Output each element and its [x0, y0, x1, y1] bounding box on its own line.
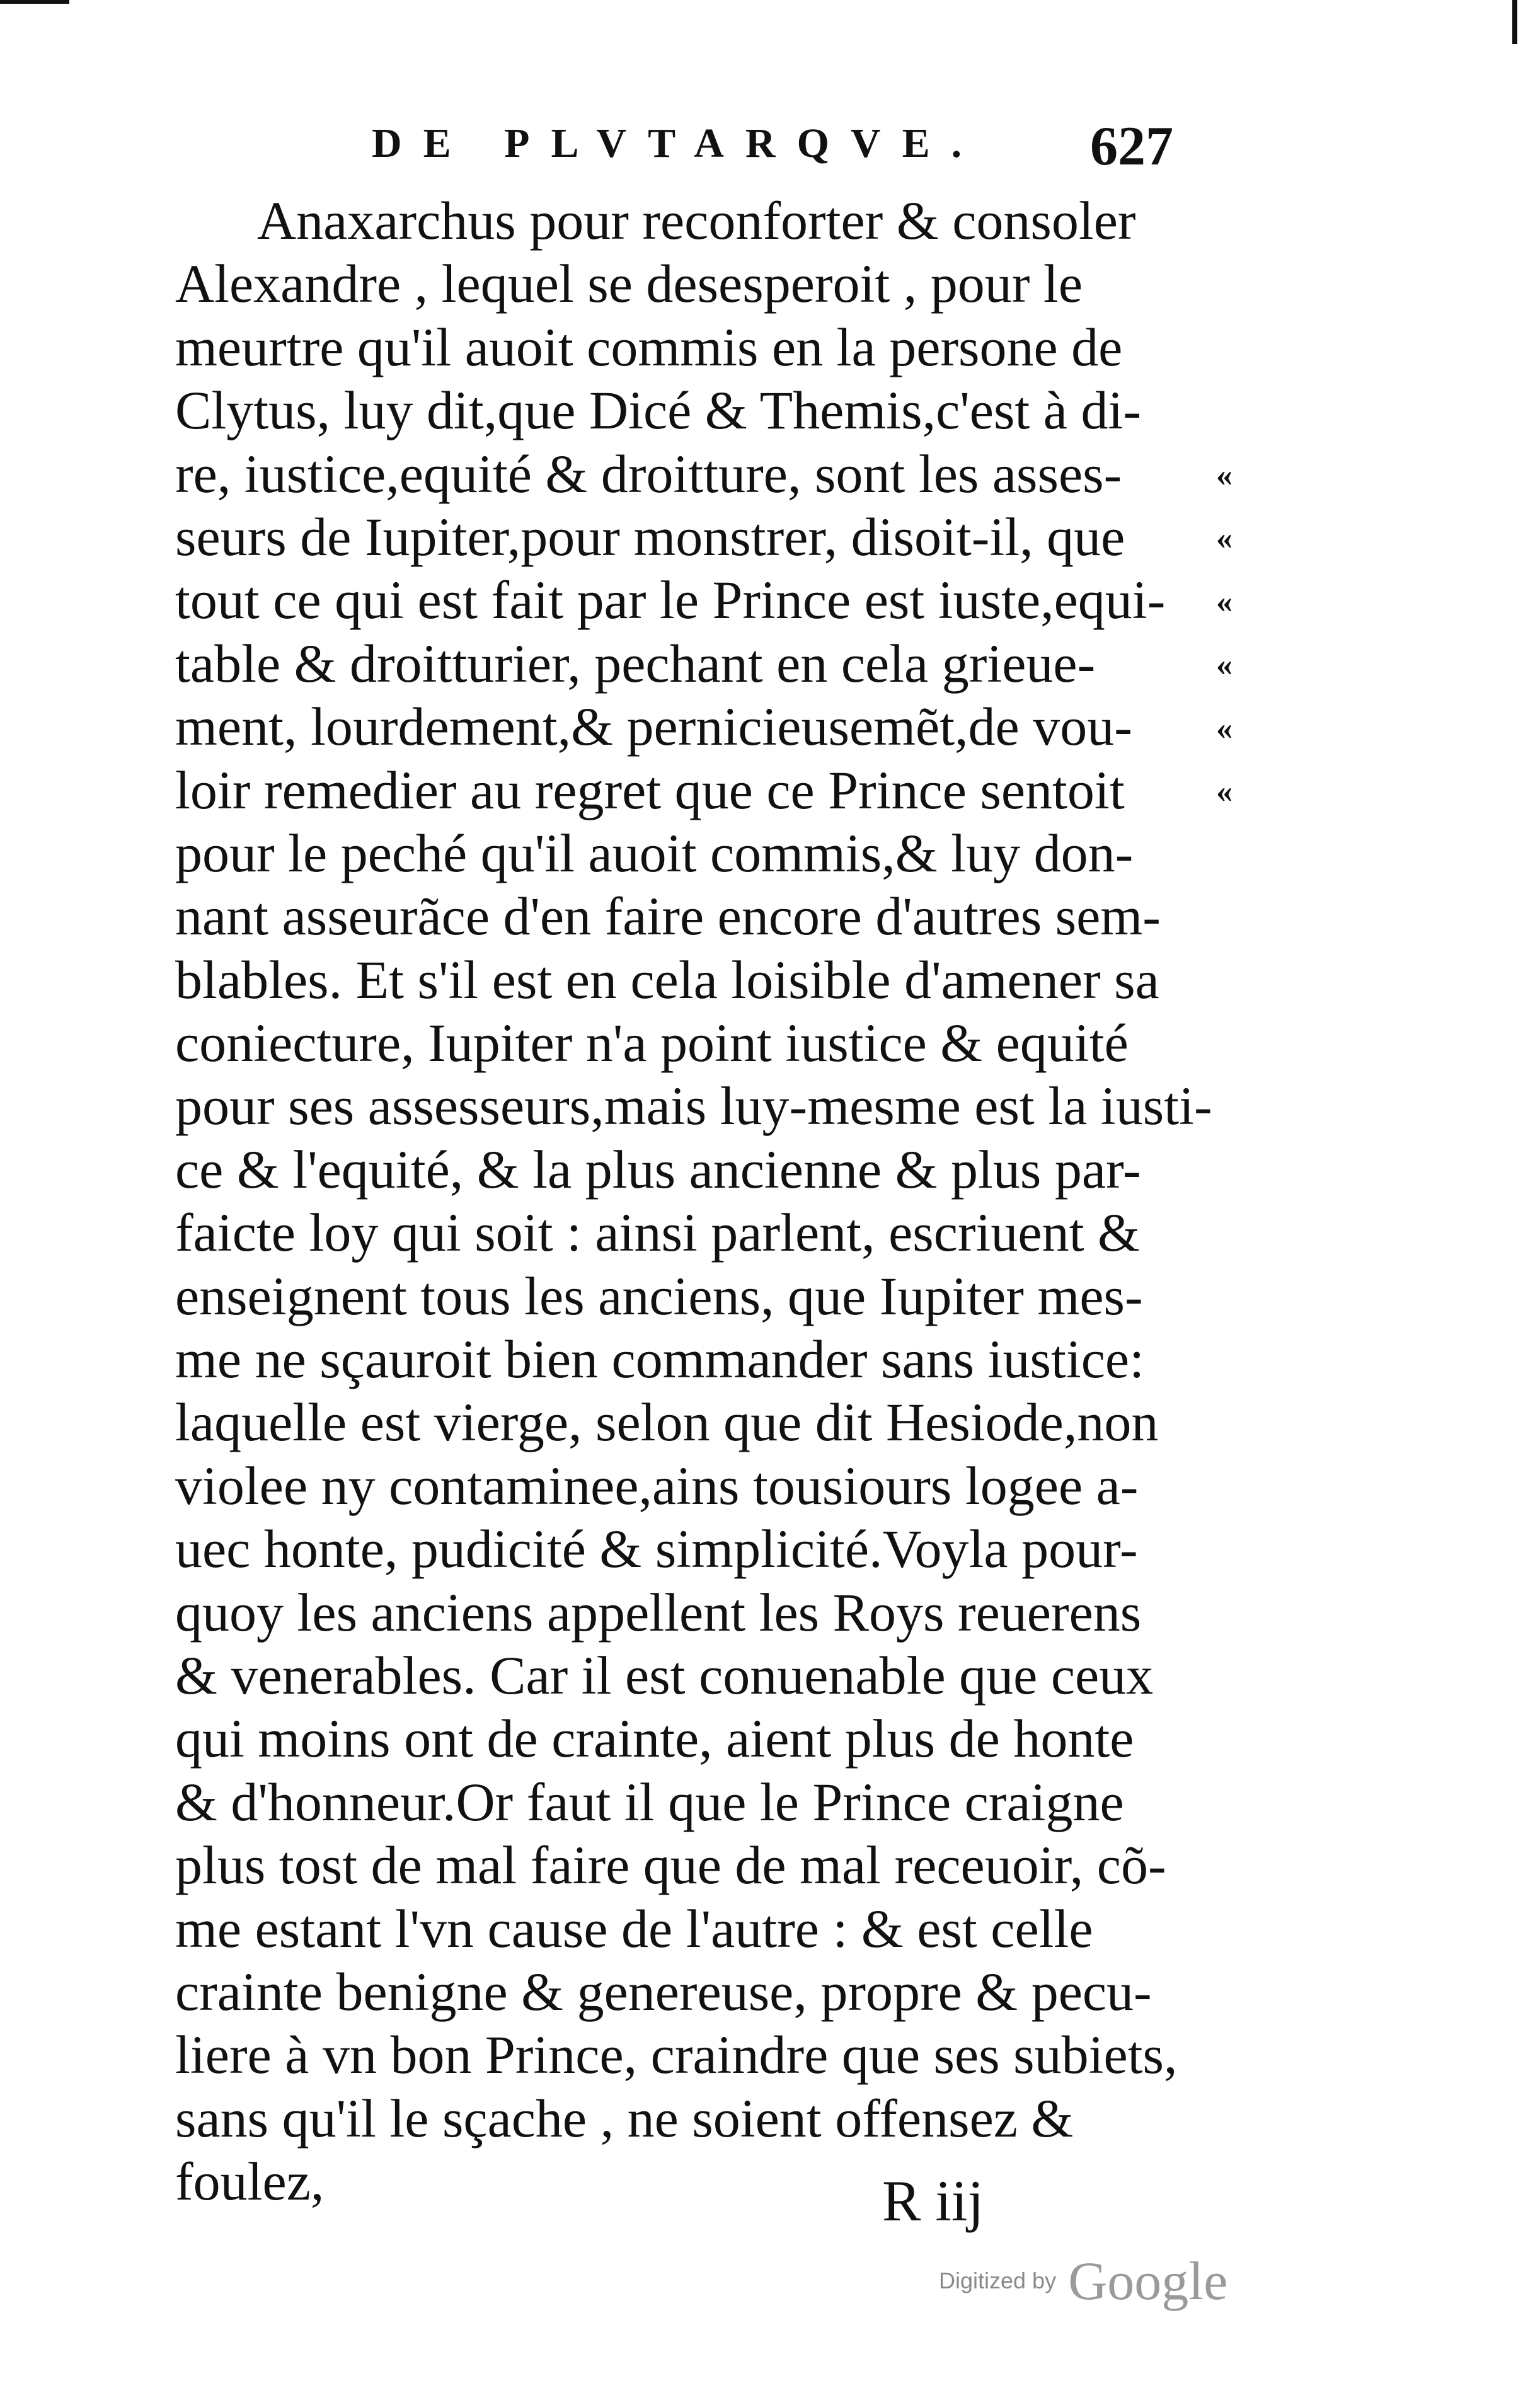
margin-quote: «: [1216, 583, 1233, 620]
text-line: seurs de Iupiter,pour monstrer, disoit-il, que: [175, 506, 1125, 567]
running-head: [372, 115, 1254, 184]
running-title: DE PLVTARQVE.: [372, 120, 984, 166]
text-line: crainte benigne & genereuse, propre & pecu-: [175, 1961, 1152, 2022]
text-line: plus tost de mal faire que de mal receuoir, cõ-: [175, 1835, 1166, 1896]
text-line: me estant l'vn cause de l'autre : & est celle: [175, 1898, 1093, 1959]
text-line: ce & l'equité, & la plus ancienne & plus par-: [175, 1139, 1141, 1200]
margin-quote: «: [1216, 520, 1233, 557]
text-line: laquelle est vierge, selon que dit Hesiode,non: [175, 1392, 1159, 1453]
page-number: 627: [1090, 116, 1173, 177]
text-line: Alexandre , lequel se desesperoit , pour le: [175, 253, 1083, 314]
text-line: pour le peché qu'il auoit commis,& luy don-: [175, 822, 1134, 883]
text-line: qui moins ont de crainte, aient plus de honte: [175, 1708, 1134, 1769]
text-line: me ne sçauroit bien commander sans iustice:: [175, 1329, 1144, 1390]
margin-quote: «: [1216, 457, 1233, 493]
text-line: enseignent tous les anciens, que Iupiter mes-: [175, 1265, 1143, 1326]
text-line: ment, lourdement,& pernicieusemẽt,de vou-: [175, 696, 1132, 757]
text-line: uec honte, pudicité & simplicité.Voyla pour-: [175, 1518, 1138, 1580]
text-line: pour ses assesseurs,mais luy-mesme est la iusti-: [175, 1076, 1212, 1137]
text-line: coniecture, Iupiter n'a point iustice & equité: [175, 1013, 1129, 1074]
text-line: sans qu'il le sçache , ne soient offensez &: [175, 2087, 1074, 2149]
text-line: meurtre qu'il auoit commis en la persone de: [175, 316, 1123, 377]
text-line: violee ny contaminee,ains tousiours logee a-: [175, 1455, 1139, 1516]
text-line: table & droitturier, pechant en cela grieue-: [175, 633, 1096, 694]
corner-scan-mark: [0, 0, 69, 4]
text-line: Anaxarchus pour reconforter & consoler: [257, 190, 1136, 251]
text-line: loir remedier au regret que ce Prince sentoit: [175, 759, 1125, 820]
google-logo: Google: [1068, 2251, 1228, 2311]
text-line: liere à vn bon Prince, craindre que ses subiets,: [175, 2024, 1178, 2086]
signature-mark: R iij: [882, 2169, 984, 2233]
digitized-watermark: [939, 2249, 1227, 2312]
text-line: foulez,: [175, 2151, 325, 2212]
text-line: blables. Et s'il est en cela loisible d'amener sa: [175, 949, 1159, 1010]
body-text: [175, 189, 1246, 2213]
watermark-prefix: Digitized by: [939, 2268, 1057, 2293]
text-line: & d'honneur.Or faut il que le Prince craigne: [175, 1771, 1124, 1832]
text-line: re, iustice,equité & droitture, sont les asses-: [175, 443, 1122, 504]
edge-scan-mark: [1512, 0, 1517, 44]
text-line: nant asseurãce d'en faire encore d'autres sem-: [175, 886, 1161, 947]
text-line: tout ce qui est fait par le Prince est iuste,equi-: [175, 570, 1166, 631]
text-line: quoy les anciens appellent les Roys reuerens: [175, 1581, 1142, 1643]
text-line: faicte loy qui soit : ainsi parlent, escriuent &: [175, 1202, 1140, 1263]
margin-quote-marks: [1216, 444, 1254, 823]
margin-quote: «: [1216, 710, 1233, 747]
text-line: & venerables. Car il est conuenable que ceux: [175, 1644, 1154, 1706]
margin-quote: «: [1216, 647, 1233, 684]
margin-quote: «: [1216, 773, 1233, 810]
text-line: Clytus, luy dit,que Dicé & Themis,c'est à di-: [175, 380, 1142, 441]
